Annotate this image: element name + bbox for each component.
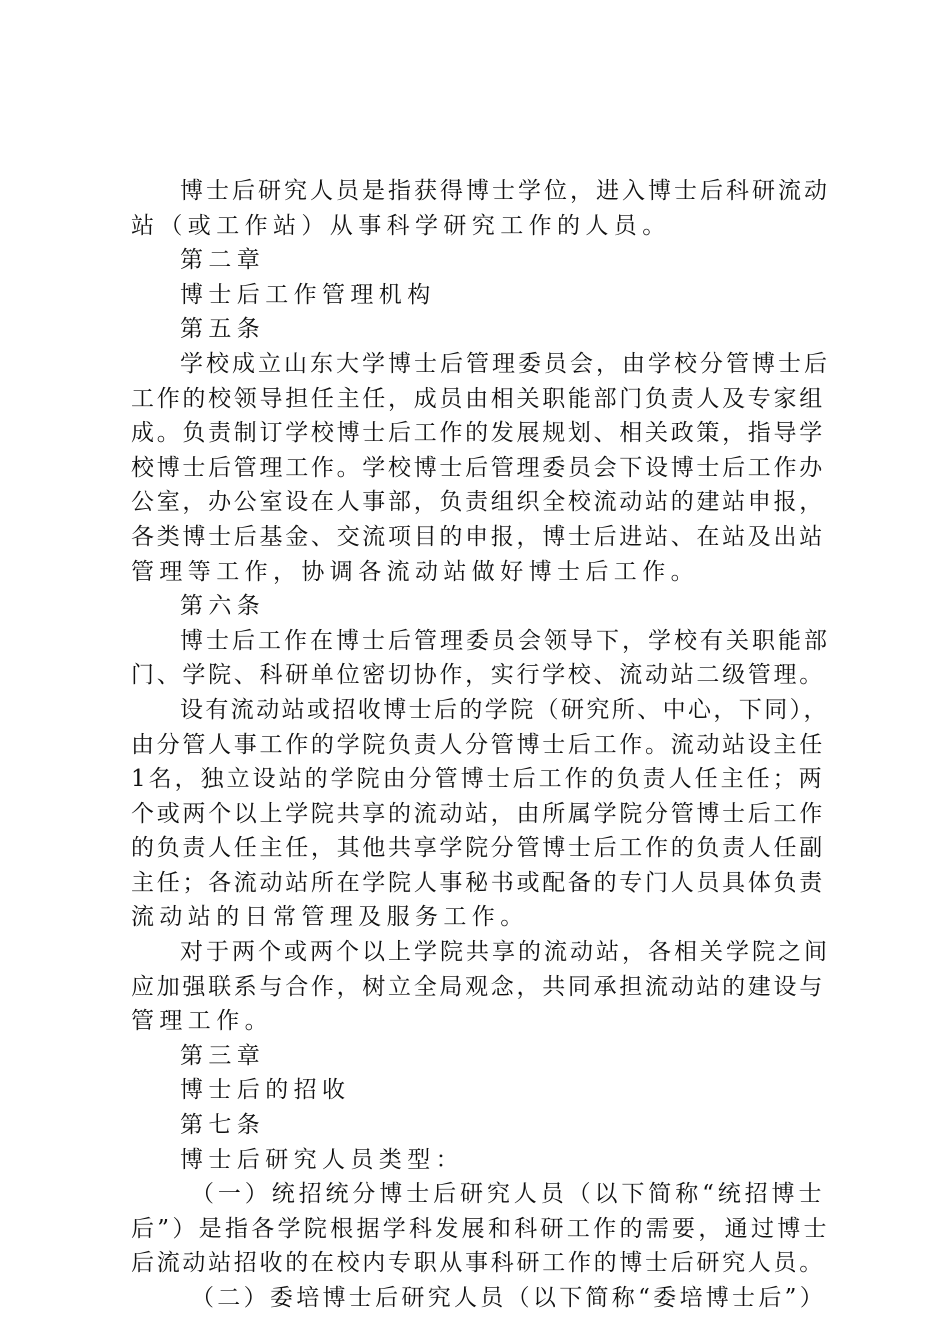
list-item-line: 后”）是指各学院根据学科发展和科研工作的需要，通过博士 xyxy=(131,1215,830,1242)
paragraph-line: 主任；各流动站所在学院人事秘书或配备的专门人员具体负责 xyxy=(131,869,825,896)
paragraph-line: 各类博士后基金、交流项目的申报，博士后进站、在站及出站 xyxy=(131,523,825,550)
paragraph-line: 门、学院、科研单位密切协作，实行学校、流动站二级管理。 xyxy=(131,662,825,689)
paragraph-line: 个或两个以上学院共享的流动站，由所属学院分管博士后工作 xyxy=(131,800,825,827)
paragraph-line: 成。负责制订学校博士后工作的发展规划、相关政策，指导学 xyxy=(131,420,825,447)
list-item-line: 后流动站招收的在校内专职从事科研工作的博士后研究人员。 xyxy=(131,1250,825,1277)
paragraph-line: 对于两个或两个以上学院共享的流动站，各相关学院之间 xyxy=(180,939,830,966)
list-item-line: （二）委培博士后研究人员（以下简称“委培博士后”） xyxy=(191,1285,827,1311)
chapter-heading: 第二章 xyxy=(180,247,266,274)
paragraph-line: 流动站的日常管理及服务工作。 xyxy=(131,904,529,931)
article-heading: 第五条 xyxy=(180,316,266,343)
paragraph-line: 管理工作。 xyxy=(131,1008,273,1035)
article-heading: 第七条 xyxy=(180,1112,266,1139)
paragraph-line: 设有流动站或招收博士后的学院（研究所、中心，下同）， xyxy=(180,696,829,723)
paragraph-line: 学校成立山东大学博士后管理委员会，由学校分管博士后 xyxy=(180,350,830,377)
chapter-heading: 第三章 xyxy=(180,1042,266,1069)
paragraph-line: 博士后研究人员类型： xyxy=(180,1146,464,1173)
paragraph-line: 1名，独立设站的学院由分管博士后工作的负责人任主任；两 xyxy=(131,766,825,793)
paragraph-line: 由分管人事工作的学院负责人分管博士后工作。流动站设主任 xyxy=(131,731,825,758)
paragraph-line: 博士后研究人员是指获得博士学位，进入博士后科研流动 xyxy=(180,178,830,204)
chapter-title: 博士后的招收 xyxy=(180,1077,351,1104)
article-heading: 第六条 xyxy=(180,593,266,620)
paragraph-line: 应加强联系与合作，树立全局观念，共同承担流动站的建设与 xyxy=(131,973,825,1000)
chapter-title: 博士后工作管理机构 xyxy=(180,281,436,308)
list-item-line: （一）统招统分博士后研究人员（以下简称“统招博士 xyxy=(191,1181,826,1208)
paragraph-line: 的负责人任主任，其他共享学院分管博士后工作的负责人任副 xyxy=(131,835,825,862)
paragraph-line: 公室，办公室设在人事部，负责组织全校流动站的建站申报， xyxy=(131,489,825,516)
paragraph-line: 站（或工作站）从事科学研究工作的人员。 xyxy=(131,212,671,239)
paragraph-line: 管理等工作，协调各流动站做好博士后工作。 xyxy=(131,558,699,585)
paragraph-line: 博士后工作在博士后管理委员会领导下，学校有关职能部 xyxy=(180,627,830,654)
document-body xyxy=(131,174,831,1316)
paragraph-line: 校博士后管理工作。学校博士后管理委员会下设博士后工作办 xyxy=(131,454,825,481)
paragraph-line: 工作的校领导担任主任，成员由相关职能部门负责人及专家组 xyxy=(131,385,825,412)
